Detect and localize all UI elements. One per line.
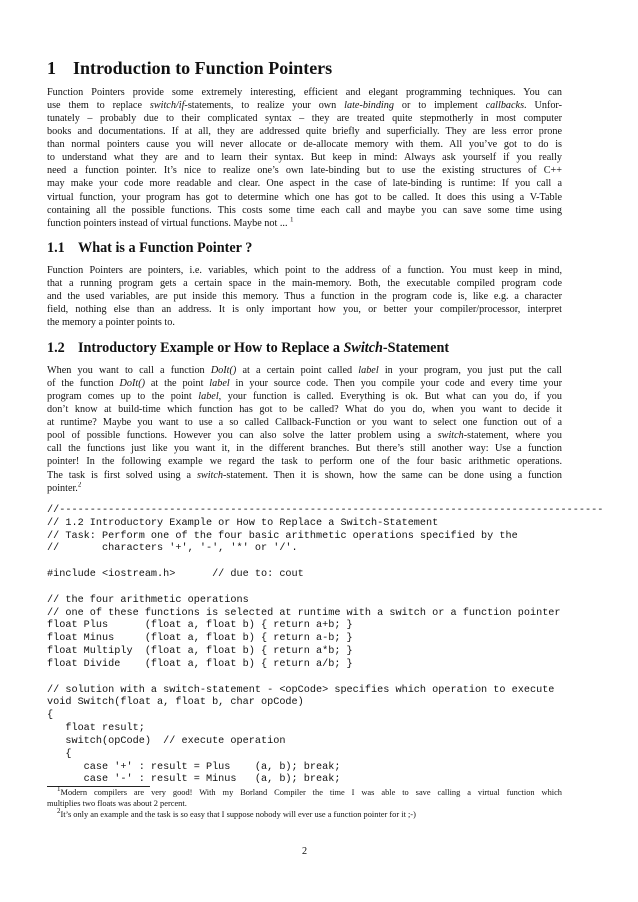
text-line: virtual function, your program has got to determine which one has got to be called. It does this using a V-Table [47, 191, 562, 203]
footnotes [47, 785, 562, 820]
code-line: // the four arithmetic operations [47, 594, 249, 606]
footnote-mark: 1 [57, 785, 61, 794]
text-line: pointer.$^2$ [47, 481, 82, 494]
code-line: float Divide (float a, float b) { return a/b; } [47, 658, 353, 670]
subsection-title: What is a Function Pointer ? [78, 240, 253, 256]
code-line: case '-' : result = Minus (a, b); break; [47, 774, 341, 786]
section-heading [47, 58, 332, 79]
code-line: { [47, 748, 72, 760]
subsection-title-emph: Switch [343, 340, 383, 356]
code-listing [47, 505, 603, 787]
text-line: to understand what they are and to learn their syntax. But keep in mind: Always ask yourself if you really [47, 152, 562, 164]
text-line: call the functions just like you want it, in the different branches. But there’s still another way: Use a function [47, 443, 562, 455]
text-line: the memory a pointer points to. [47, 317, 175, 329]
code-line: // characters '+', '-', '*' or '/'. [47, 543, 298, 555]
footnote-mark: 2 [77, 481, 82, 489]
text-line: pointer! In the following example we regard the task to perform one of the four basic arithmetic operations. [47, 456, 562, 468]
code-line: float result; [47, 723, 145, 735]
text-line: program comes up to the point label, your function is called. Everything is ok. But what can you do, if you [47, 391, 562, 403]
footnote-separator [47, 786, 150, 787]
footnote-line: $^1$Modern compilers are very good! With my Borland Compiler the time I was able to save calling a virtual function which [57, 785, 562, 797]
text-line: that a running program gets a certain space in the main-memory. Both, the executable compiled program code [47, 278, 562, 290]
code-line: float Minus (float a, float b) { return a-b; } [47, 633, 353, 645]
footnote-line: $^2$It’s only an example and the task is so easy that I suppose nobody will ever use a function pointer for it ;-) [57, 806, 416, 819]
footnote-mark: 2 [57, 806, 61, 815]
footnote-line: multiplies two floats was about 2 percent. [47, 798, 187, 808]
section-number: 1 [47, 58, 56, 78]
section-title: Introduction to Function Pointers [73, 58, 333, 78]
text-line: don’t know at build-time which function has got to be called? What do you do, when you want to decide it [47, 404, 562, 416]
code-line [47, 556, 603, 569]
text-line: function pointers instead of virtual functions. Maybe not ... $^1$ [47, 216, 294, 229]
text-line: The task is first solved using a switch-statement. Then it is shown, how the same can be done using a function [47, 469, 562, 481]
subsection-heading-1-1 [47, 240, 252, 257]
code-line [47, 672, 603, 685]
text-line: use them to replace switch/if-statements, to realize your own late-binding or to implement callbacks. Unfor- [47, 100, 562, 112]
code-line [47, 582, 603, 595]
code-line: #include <iostream.h> // due to: cout [47, 569, 304, 581]
text-line: tunately – probably due to their complicated syntax – they are treated quite stepmotherly in most computer [47, 113, 562, 125]
code-line: float Plus (float a, float b) { return a+b; } [47, 620, 353, 632]
code-line: // one of these functions is selected at runtime with a switch or a function pointer [47, 607, 561, 619]
text-line: at runtime? Maybe you want to use a so called Callback-Function or you want to select one function out of a [47, 417, 562, 429]
text-line: books and documentations. If at all, they are addressed quite briefly and superficially. They are less error prone [47, 126, 562, 138]
code-line: // Task: Perform one of the four basic arithmetic operations specified by the [47, 530, 518, 542]
text-line: field, nothing else than an address. It is only important how you, or better your compiler/processor, interpret [47, 304, 562, 316]
page-number: 2 [301, 846, 308, 857]
text-line: than normal pointers cause you will never allocate or de-allocate memory with them. All you’ve got to do is [47, 139, 562, 151]
function-pointer-paragraph [47, 264, 562, 329]
subsection-heading-1-2 [47, 340, 449, 357]
text-line: may make your code more readable and clear. One aspect in the case of late-binding is runtime: If you call a [47, 178, 562, 190]
footnote-mark: 1 [290, 216, 294, 224]
introductory-example-paragraph [47, 364, 562, 495]
code-line: //----------------------------------------------------------------------------------------- [47, 505, 604, 516]
subsection-title-suffix: -Statement [382, 340, 450, 356]
text-line: Function Pointers provide some extremely interesting, efficient and elegant programming techniques. You can [47, 87, 562, 98]
code-line: switch(opCode) // execute operation [47, 735, 286, 747]
text-line: pool of possible functions. However you can also solve the latter problem using a switch-statement, where you [47, 430, 562, 442]
code-line: void Switch(float a, float b, char opCode) [47, 697, 304, 709]
code-line: // 1.2 Introductory Example or How to Replace a Switch-Statement [47, 517, 439, 529]
text-line: need a function pointer. It’s nice to realize one’s own late-binding but to use the existing structures of C++ [47, 165, 562, 177]
text-line: Function Pointers are pointers, i.e. variables, which point to the address of a function. You must keep in mind, [47, 265, 562, 276]
code-line: { [47, 710, 54, 722]
text-line: When you want to call a function DoIt() at a certain point called label in your program, you just put the call [47, 365, 562, 376]
text-line: containing all the possible functions. This costs some time each call and maybe you can save some time using [47, 204, 562, 216]
text-line: and the used variables, are put inside this memory. Thus a function in the program code is, like e.g. a character [47, 291, 562, 303]
subsection-number: 1.1 [47, 240, 65, 256]
code-line: case '+' : result = Plus (a, b); break; [47, 761, 341, 773]
subsection-title-prefix: Introductory Example or How to Replace a [78, 340, 344, 356]
intro-paragraph [47, 86, 562, 230]
text-line: of the function DoIt() at the point label in your source code. Then you compile your code and every time your [47, 378, 562, 390]
subsection-number: 1.2 [47, 340, 65, 356]
code-line: float Multiply (float a, float b) { return a*b; } [47, 646, 353, 658]
code-line: // solution with a switch-statement - <opCode> specifies which operation to execute [47, 684, 555, 696]
